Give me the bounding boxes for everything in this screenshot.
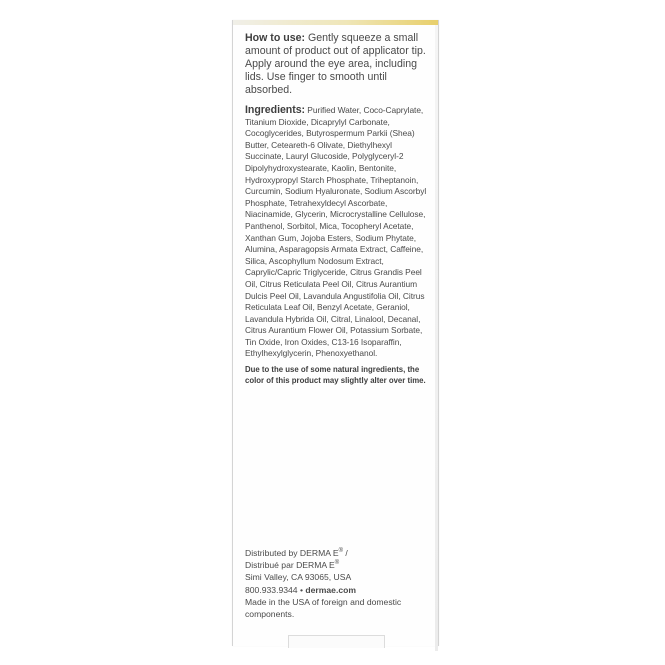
contact-line — [245, 584, 428, 596]
natural-ingredients-note: Due to the use of some natural ingredients, the color of this product may slightly alter over time. — [245, 365, 426, 386]
how-to-use-section — [245, 32, 428, 97]
ingredients-text: Purified Water, Coco-Caprylate, Titanium Dioxide, Dicaprylyl Carbonate, Cocoglycerides, Butyrospermum Parkii (Shea) Butter, Ceteareth-6 Olivate, Diethylhexyl Succinate, Lauryl Glucoside, Polyglyceryl-2 Dipolyhydroxystearate, Kaolin, Bentonite, Hydroxypropyl Starch Phosphate, Triheptanoin, Curcumin, Sodium Hyaluronate, Sodium Ascorbyl Phosphate, Tetrahexyldecyl Ascorbate, Niacinamide, Glycerin, Microcrystalline Cellulose, Panthenol, Sorbitol, Mica, Tocopheryl Acetate, Xanthan Gum, Jojoba Esters, Sodium Phytate, Alumina, Asparagopsis Armata Extract, Caffeine, Silica, Ascophyllum Nodosum Extract, Caprylic/Capric Triglyceride, Citrus Grandis Peel Oil, Citrus Reticulata Peel Oil, Citrus Aurantium Dulcis Peel Oil, Lavandula Angustifolia Oil, Citrus Reticulata Leaf Oil, Benzyl Acetate, Geraniol, Lavandula Hybrida Oil, Citral, Linalool, Decanal, Citrus Aurantium Flower Oil, Potassium Sorbate, Tin Oxide, Iron Oxides, C13-16 Isoparaffin, Ethylhexylglycerin, Phenoxyethanol. — [245, 105, 427, 359]
product-box-panel — [232, 20, 439, 646]
ingredients-section — [245, 105, 428, 360]
top-color-band — [233, 20, 438, 25]
phone-number: 800.933.9344 — [245, 584, 298, 595]
distributor-address: Simi Valley, CA 93065, USA — [245, 572, 352, 583]
registered-mark: ® — [338, 548, 344, 555]
box-bottom-tab — [288, 635, 385, 648]
distributor-text-en: Distributed by DERMA E — [245, 548, 339, 558]
bullet-separator: • — [297, 584, 306, 595]
box-fold-edge — [435, 25, 438, 651]
ingredients-label: Ingredients: — [245, 104, 306, 116]
distributor-info — [245, 547, 428, 620]
distributor-text-fr: Distribué par DERMA E — [245, 560, 335, 571]
distributor-line-fr — [245, 559, 428, 571]
registered-mark: ® — [334, 560, 340, 567]
distributor-slash: / — [343, 548, 348, 558]
how-to-use-label: How to use: — [245, 32, 306, 44]
distributor-line-en — [245, 547, 428, 559]
label-content — [245, 32, 428, 386]
how-to-use-text: Gently squeeze a small amount of product out of applicator tip. Apply around the eye area, including lids. Use finger to smooth until absorbed. — [245, 32, 426, 96]
made-in-statement: Made in the USA of foreign and domestic components. — [245, 596, 402, 620]
website: dermae.com — [305, 584, 357, 595]
